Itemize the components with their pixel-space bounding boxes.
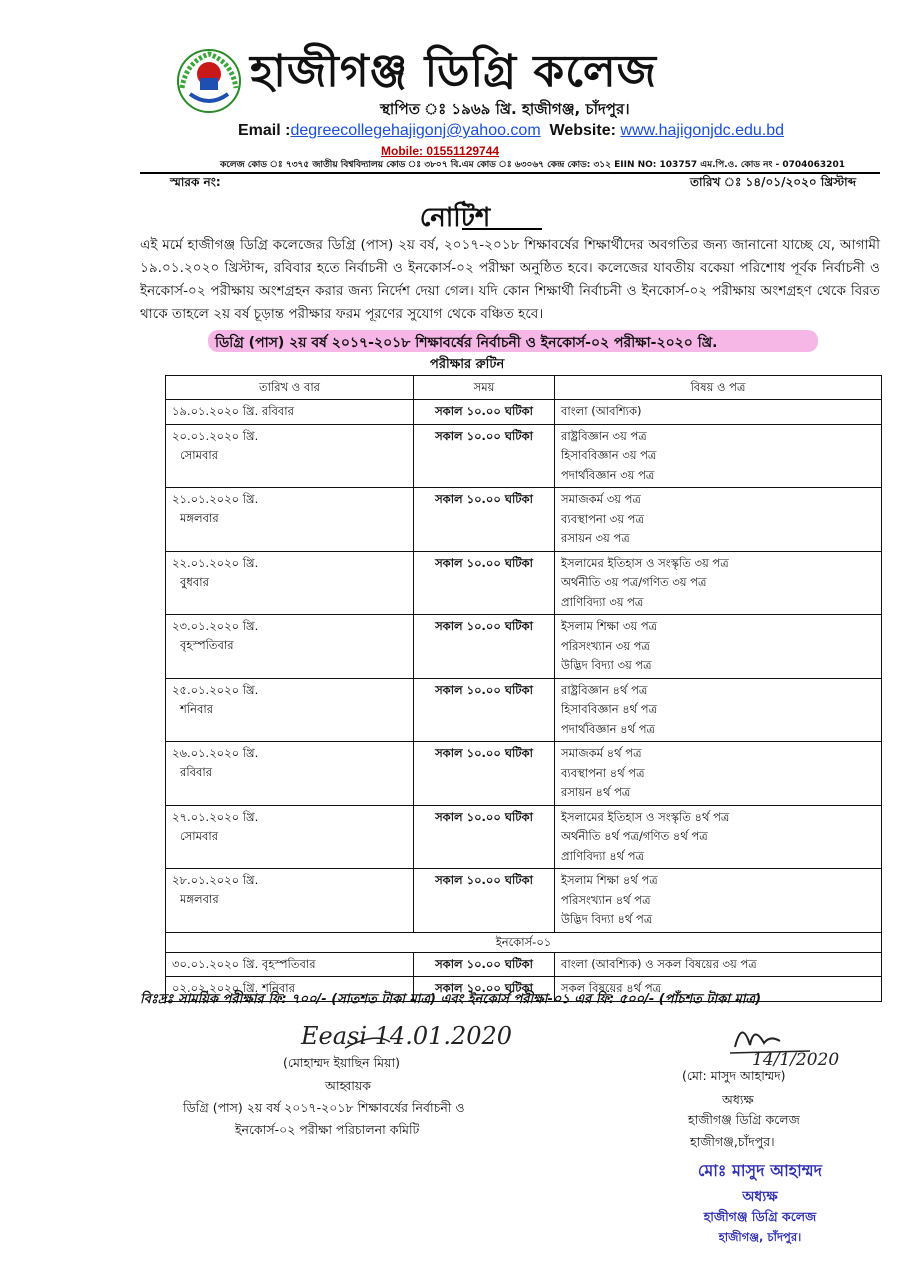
exam-time: সকাল ১০.০০ ঘটিকা — [414, 424, 555, 488]
college-logo — [176, 48, 242, 114]
subject-item: উদ্ভিদ বিদ্যা ৩য় পত্র — [561, 658, 652, 672]
exam-date: ২৬.০১.২০২০ খ্রি. — [172, 746, 259, 760]
exam-date: ২৭.০১.২০২০ খ্রি. — [172, 809, 259, 824]
subject-item: পরিসংখ্যান ৩য় পত্র — [561, 638, 650, 653]
principal-signature — [680, 1015, 840, 1075]
website-label: Website: — [549, 122, 616, 139]
subject-item: প্রাণিবিদ্যা ৪র্থ পত্র — [561, 848, 645, 863]
exam-time: সকাল ১০.০০ ঘটিকা — [414, 488, 555, 552]
subject-item: রাষ্ট্রবিজ্ঞান ৩য় পত্র — [561, 428, 647, 443]
email-label: Email : — [238, 122, 291, 139]
exam-date: ২৮.০১.২০২০ খ্রি. — [172, 873, 259, 887]
principal-seal — [660, 1158, 860, 1248]
incourse-section-row — [166, 932, 882, 952]
table-row — [166, 424, 882, 488]
exam-time: সকাল ১০.০০ ঘটিকা — [414, 977, 555, 1002]
subject-item: অর্থনীতি ৩য় পত্র/গণিত ৩য় পত্র — [561, 575, 707, 589]
subject-item: প্রাণিবিদ্যা ৩য় পত্র — [561, 594, 644, 609]
table-header-row — [166, 376, 882, 400]
convener-signature-text: Eeasi 14.01.2020 — [301, 1022, 513, 1050]
routine-table — [165, 375, 882, 1002]
exam-day: বুধবার — [180, 574, 209, 589]
exam-date: ১৯.০১.২০২০ খ্রি. রবিবার — [172, 404, 294, 418]
header-subject: বিষয় ও পত্র — [555, 376, 882, 400]
header-date: তারিখ ও বার — [166, 376, 414, 400]
institution-codes: কলেজ কোড ঃ ৭৩৭৫ জাতীয় বিশ্ববিদ্যালয় কোড ঃ ৩৮০৭ বি.এম কোড ঃ ৬৩০৬৭ কেন্দ্র কোড: ৩১২ EIIN NO: 103757 এম.পি.ও. কোড নং - 0704063201 — [220, 160, 845, 170]
committee-line-1: ডিগ্রি (পাস) ২য় বর্ষ ২০১৭-২০১৮ শিক্ষাবর্ষের নির্বাচনী ও — [183, 1100, 465, 1115]
table-row — [166, 742, 882, 806]
exam-time: সকাল ১০.০০ ঘটিকা — [414, 952, 555, 977]
memo-number: স্মারক নং: — [170, 175, 221, 189]
committee-line-2: ইনকোর্স-০২ পরীক্ষা পরিচালনা কমিটি — [235, 1122, 420, 1137]
exam-day: সোমবার — [180, 828, 219, 843]
exam-time: সকাল ১০.০০ ঘটিকা — [414, 678, 555, 742]
table-row — [166, 400, 882, 425]
exam-date: ৩০.০১.২০২০ খ্রি. বৃহস্পতিবার — [166, 952, 414, 977]
table-row — [166, 551, 882, 615]
exam-subjects — [555, 424, 882, 488]
subject-item: সমাজকর্ম ৪র্থ পত্র — [561, 746, 642, 760]
seal-college: হাজীগঞ্জ ডিগ্রি কলেজ — [703, 1209, 817, 1224]
subject-item: ব্যবস্থাপনা ৪র্থ পত্র — [561, 765, 645, 780]
principal-place: হাজীগঞ্জ,চাঁদপুর। — [690, 1134, 775, 1149]
subject-item: ইসলাম শিক্ষা ৩য় পত্র — [561, 619, 658, 633]
exam-subjects — [555, 742, 882, 806]
subject-item: ইসলামের ইতিহাস ও সংস্কৃতি ৪র্থ পত্র — [561, 809, 730, 824]
principal-signature-text: 14/1/2020 — [752, 1050, 840, 1070]
subject-item: বাংলা (আবশ্যিক) — [561, 404, 642, 418]
exam-date-cell — [166, 551, 414, 615]
table-row — [166, 952, 882, 977]
notice-title: নোটিশ — [419, 203, 491, 233]
exam-date-cell — [166, 615, 414, 679]
college-name: হাজীগঞ্জ ডিগ্রি কলেজ — [250, 46, 658, 97]
subject-item: ব্যবস্থাপনা ৩য় পত্র — [561, 511, 644, 526]
exam-time: সকাল ১০.০০ ঘটিকা — [414, 805, 555, 869]
exam-time: সকাল ১০.০০ ঘটিকা — [414, 742, 555, 806]
email-link[interactable]: degreecollegehajigonj@yahoo.com — [290, 122, 541, 139]
table-row — [166, 615, 882, 679]
exam-date: ২২.০১.২০২০ খ্রি. — [172, 555, 259, 570]
exam-date: ২০.০১.২০২০ খ্রি. — [172, 428, 259, 443]
notice-body: এই মর্মে হাজীগঞ্জ ডিগ্রি কলেজের ডিগ্রি (পাস) ২য় বর্ষ, ২০১৭-২০১৮ শিক্ষাবর্ষের শিক্ষার্থীদের অবগতির জন্য জানানো যাচ্ছে যে, আগামী ১৯.০১.২০২০ খ্রিস্টাব্দ, রবিবার হতে নির্বাচনী ও ইনকোর্স-০২ পরীক্ষা অনুষ্ঠিত হবে। কলেজের যাবতীয় বকেয়া পরিশোধ পূর্বক নির্বাচনী ও ইনকোর্স-০২ পরীক্ষায় অংশগ্রহন করার জন্য নির্দেশ দেয়া গেল। যদি কোন শিক্ষার্থী নির্বাচনী ও ইনকোর্স-০২ পরীক্ষায় অংশগ্রহণ থেকে বিরত থাকে তাহলে ২য় বর্ষ চূড়ান্ত পরীক্ষার ফরম পূরণের সুযোগ থেকে বঞ্চিত হবে। — [140, 237, 880, 322]
notice-date: তারিখ ঃ ১৪/০১/২০২০ খ্রিস্টাব্দ — [690, 175, 857, 189]
header-time: সময় — [414, 376, 555, 400]
subject-item: বাংলা (আবশ্যিক) ও সকল বিষয়ের ৩য় পত্র — [561, 956, 757, 971]
exam-date: ০২.০২.২০২০ খ্রি. শনিবার — [166, 977, 414, 1002]
exam-subjects — [555, 678, 882, 742]
table-row — [166, 488, 882, 552]
subject-item: অর্থনীতি ৪র্থ পত্র/গণিত ৪র্থ পত্র — [561, 829, 708, 843]
exam-date: ২৫.০১.২০২০ খ্রি. — [172, 682, 259, 697]
exam-time: সকাল ১০.০০ ঘটিকা — [414, 615, 555, 679]
mobile-number: Mobile: 01551129744 — [381, 144, 500, 158]
convener-signature — [295, 1012, 515, 1057]
fee-footnote: বিঃদ্রঃ সাময়িক পরীক্ষার ফি: ৭০০/- (সাতশত টাকা মাত্র) এবং ইনকোর্স পরীক্ষা-০১ এর ফি: ৫০০/- (পাঁচশত টাকা মাত্র) — [140, 992, 762, 1007]
subject-item: ইসলাম শিক্ষা ৪র্থ পত্র — [561, 873, 658, 887]
contact-line — [238, 122, 784, 140]
subject-item: হিসাববিজ্ঞান ৩য় পত্র — [561, 448, 657, 462]
principal-name: (মো: মাসুদ আহাম্মদ) — [682, 1068, 786, 1083]
subject-item: সমাজকর্ম ৩য় পত্র — [561, 492, 641, 506]
exam-date-cell — [166, 424, 414, 488]
subject-item: পদার্থবিজ্ঞান ৩য় পত্র — [561, 467, 655, 482]
subject-item: রসায়ন ৪র্থ পত্র — [561, 785, 631, 799]
table-row — [166, 805, 882, 869]
table-row — [166, 869, 882, 933]
exam-subtitle: ডিগ্রি (পাস) ২য় বর্ষ ২০১৭-২০১৮ শিক্ষাবর্ষের নির্বাচনী ও ইনকোর্স-০২ পরীক্ষা-২০২০ খ্রি. — [215, 335, 718, 351]
exam-date: ২১.০১.২০২০ খ্রি. — [172, 492, 259, 506]
exam-day: রবিবার — [180, 765, 213, 779]
exam-date-cell — [166, 678, 414, 742]
subject-item: রসায়ন ৩য় পত্র — [561, 531, 630, 545]
exam-subjects — [555, 488, 882, 552]
seal-title: অধ্যক্ষ — [742, 1189, 778, 1205]
exam-subjects — [555, 615, 882, 679]
exam-date-cell — [166, 805, 414, 869]
exam-day: মঙ্গলবার — [180, 892, 219, 906]
exam-date-cell — [166, 869, 414, 933]
exam-day: সোমবার — [180, 447, 219, 462]
exam-date-cell — [166, 742, 414, 806]
subject-item: পদার্থবিজ্ঞান ৪র্থ পত্র — [561, 721, 656, 736]
exam-subjects — [555, 952, 882, 977]
exam-time: সকাল ১০.০০ ঘটিকা — [414, 551, 555, 615]
subject-item: উদ্ভিদ বিদ্যা ৪র্থ পত্র — [561, 912, 653, 926]
subject-item: সকল বিষয়ের ৪র্থ পত্র — [561, 981, 662, 995]
subject-item: পরিসংখ্যান ৪র্থ পত্র — [561, 892, 651, 907]
exam-day: শনিবার — [180, 701, 214, 716]
exam-date: ২৩.০১.২০২০ খ্রি. — [172, 619, 259, 633]
routine-body — [166, 400, 882, 1002]
routine-title: পরীক্ষার রুটিন — [430, 357, 505, 372]
incourse-label: ইনকোর্স-০১ — [166, 932, 882, 952]
exam-subjects — [555, 551, 882, 615]
subject-item: রাষ্ট্রবিজ্ঞান ৪র্থ পত্র — [561, 682, 648, 697]
convener-name: (মোহাম্মদ ইয়াছিন মিয়া) — [283, 1055, 400, 1070]
exam-day: বৃহস্পতিবার — [180, 638, 234, 652]
principal-college: হাজীগঞ্জ ডিগ্রি কলেজ — [688, 1112, 800, 1127]
seal-place: হাজীগঞ্জ, চাঁদপুর। — [718, 1230, 802, 1244]
subject-item: ইসলামের ইতিহাস ও সংস্কৃতি ৩য় পত্র — [561, 555, 729, 570]
subject-item: হিসাববিজ্ঞান ৪র্থ পত্র — [561, 702, 658, 716]
convener-title: আহ্বায়ক — [325, 1078, 371, 1093]
exam-subjects — [555, 400, 882, 425]
exam-time: সকাল ১০.০০ ঘটিকা — [414, 869, 555, 933]
website-link[interactable]: www.hajigonjdc.edu.bd — [620, 122, 785, 139]
exam-date-cell — [166, 488, 414, 552]
principal-title: অধ্যক্ষ — [722, 1092, 754, 1107]
established-line: স্থাপিত ঃ ১৯৬৯ খ্রি. হাজীগঞ্জ, চাঁদপুর। — [380, 100, 630, 118]
exam-time: সকাল ১০.০০ ঘটিকা — [414, 400, 555, 425]
table-row — [166, 678, 882, 742]
exam-day: মঙ্গলবার — [180, 511, 219, 525]
exam-subjects — [555, 869, 882, 933]
notice-title-underline — [462, 228, 542, 230]
seal-name: মোঃ মাসুদ আহাম্মদ — [697, 1161, 823, 1180]
exam-date-cell — [166, 400, 414, 425]
exam-subjects — [555, 805, 882, 869]
